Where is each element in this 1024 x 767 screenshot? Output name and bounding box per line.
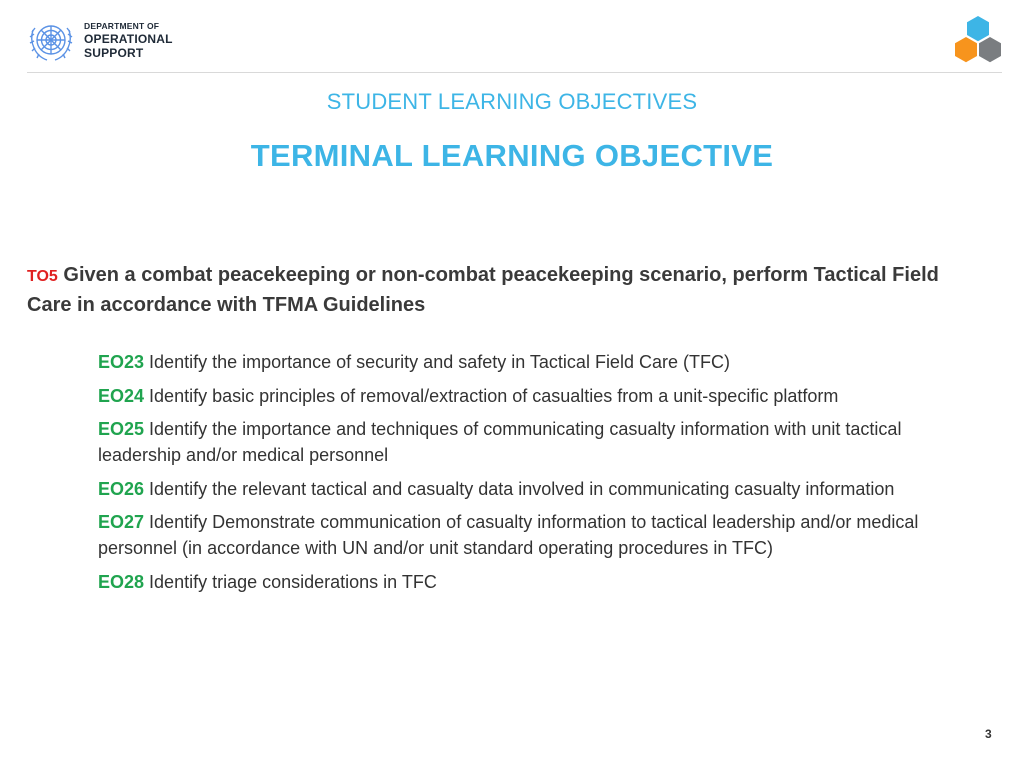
un-emblem-icon <box>25 16 77 68</box>
objective-code: EO24 <box>98 385 145 406</box>
enabling-objective-item <box>98 476 978 502</box>
enabling-objective-item <box>98 383 978 409</box>
objective-text: Identify triage considerations in TFC <box>149 571 437 592</box>
objective-text: Identify Demonstrate communication of casualty information to tactical leadership and/or medical personnel (in accordance with UN and/or unit standard operating procedures in TFC) <box>98 512 919 558</box>
page-number: 3 <box>985 727 992 741</box>
objective-text: Identify the importance and techniques of communicating casualty information with unit tactical leadership and/or medical personnel <box>98 419 902 465</box>
slide-title: TERMINAL LEARNING OBJECTIVE <box>250 138 774 173</box>
objective-text: Identify the importance of security and safety in Tactical Field Care (TFC) <box>149 352 730 372</box>
terminal-objective-code: TO5 <box>27 268 58 285</box>
terminal-objective-text: Given a combat peacekeeping or non-combat peacekeeping scenario, perform Tactical Field Care in accordance with TFMA Guidelines <box>27 264 939 316</box>
department-name <box>84 22 173 59</box>
objective-code: EO27 <box>98 512 145 532</box>
enabling-objective-item <box>98 509 978 561</box>
dept-line-1: DEPARTMENT OF <box>84 21 160 31</box>
enabling-objective-item <box>98 416 978 468</box>
objective-text: Identify basic principles of removal/extraction of casualties from a unit-specific platform <box>149 385 839 406</box>
objective-code: EO23 <box>98 352 145 372</box>
enabling-objective-item <box>98 349 978 375</box>
objective-text: Identify the relevant tactical and casualty data involved in communicating casualty information <box>149 478 895 499</box>
objective-code: EO26 <box>98 478 145 499</box>
slide-subtitle: STUDENT LEARNING OBJECTIVES <box>326 89 698 114</box>
slide-header <box>0 0 1024 72</box>
dept-line-3: SUPPORT <box>84 45 144 60</box>
hexagon-cluster-icon <box>952 16 1004 68</box>
dept-line-2: OPERATIONAL <box>84 31 173 46</box>
objective-code: EO28 <box>98 571 145 592</box>
header-divider <box>27 72 1002 73</box>
enabling-objectives-list <box>98 349 978 602</box>
objective-code: EO25 <box>98 419 145 439</box>
terminal-objective <box>27 261 967 320</box>
enabling-objective-item <box>98 569 978 595</box>
